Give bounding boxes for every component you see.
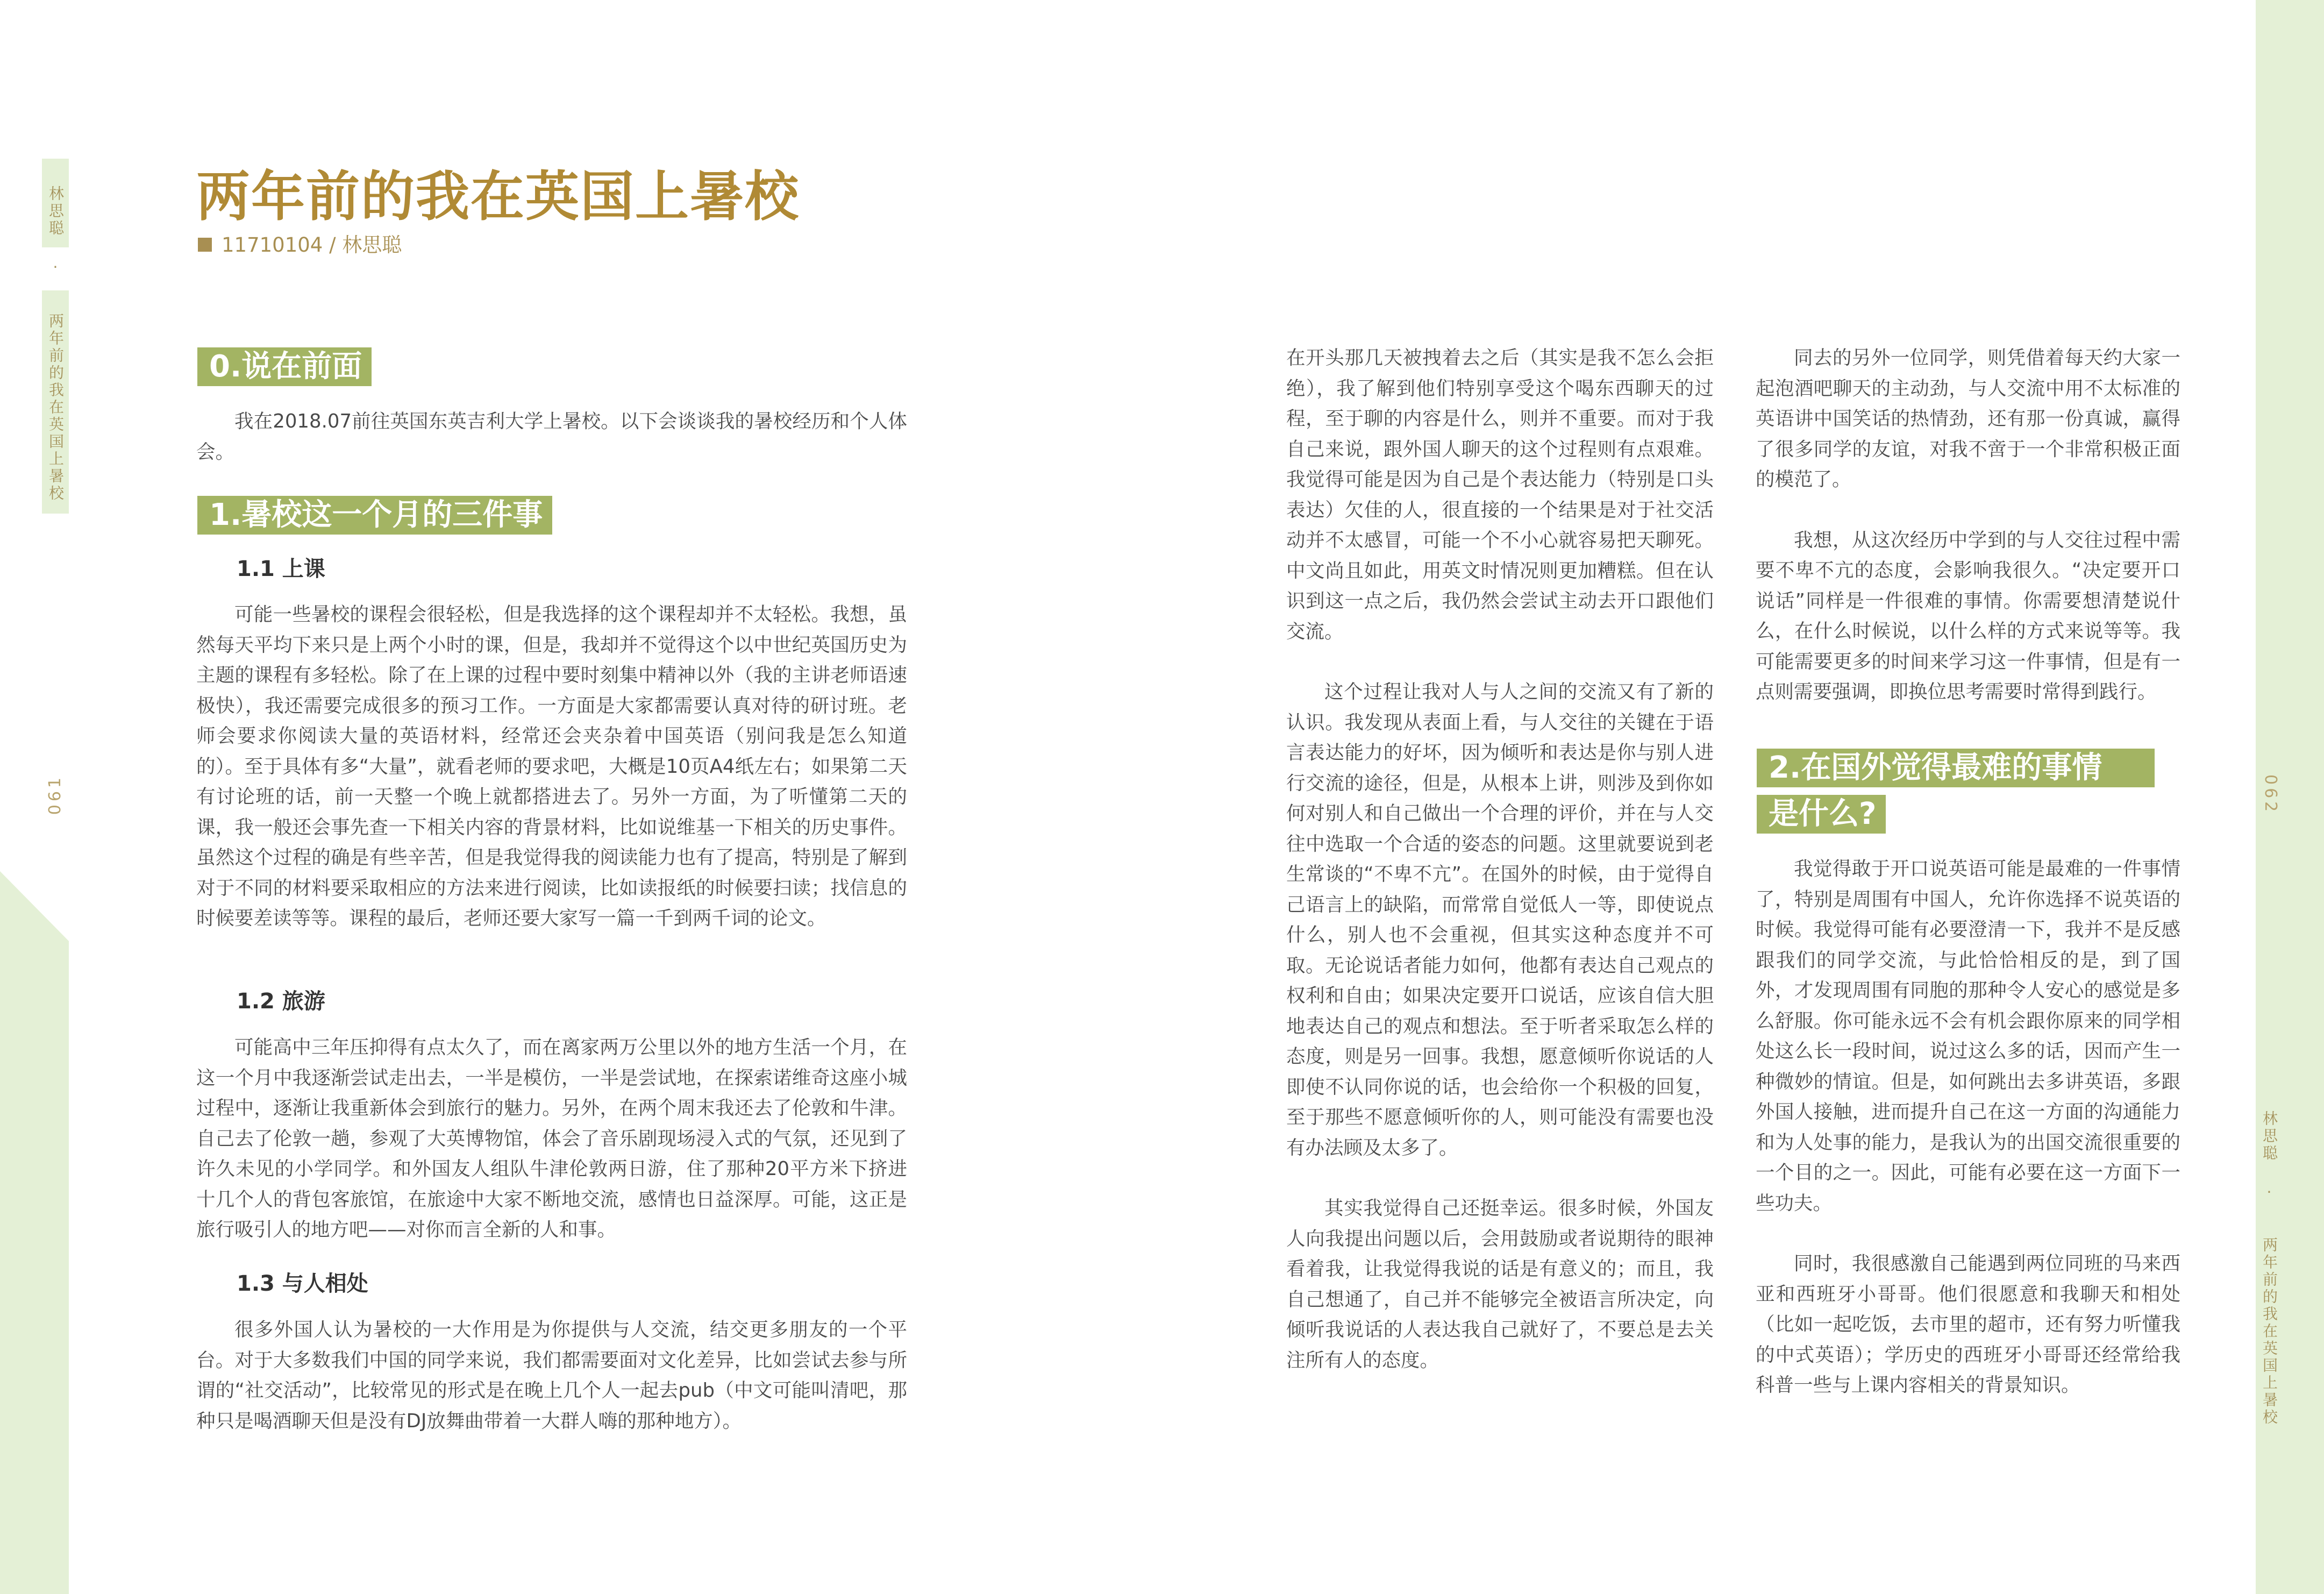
side-tab-article-title-right: 两年前的我在英国上暑校	[2256, 1214, 2283, 1438]
section-0-paragraph: 我在2018.07前往英国东英吉利大学上暑校。以下会谈谈我的暑校经历和个人体会。	[196, 410, 907, 463]
paragraph-people-6: 我想，从这次经历中学到的与人交往过程中需要不卑不亢的态度，会影响我很久。“决定要开口说话”同样是一件很难的事情。你需要想清楚说什么，在什么时候说，以什么样的方式来说等等。我可能需要更多的时间来学习这一件事情，但是有一点则需要强调，即换位思考需要时常得到践行。	[1756, 529, 2180, 703]
section-2-paragraph-1: 我觉得敢于开口说英语可能是最难的一件事情了，特别是周围有中国人，允许你选择不说英语的时候。我觉得可能有必要澄清一下，我并不是反感跟我们的同学交流，与此恰恰相反的是，到了国外，才发现周围有同胞的那种令人安心的感觉是多么舒服。你可能永远不会有机会跟你原来的同学相处这么长一段时间，说过这么多的话，因而产生一种微妙的情谊。但是，如何跳出去多讲英语，多跟外国人接触，进而提升自己在这一方面的沟通能力和为人处事的能力，是我认为的出国交流很重要的一个目的之一。因此，可能有必要在这一方面下一些功夫。	[1756, 858, 2180, 1214]
section-2-paragraph-2: 同时，我很感激自己能遇到两位同班的马来西亚和西班牙小哥哥。他们很愿意和我聊天和相处（比如一起吃饭，去市里的超市，还有努力听懂我的中式英语）；学历史的西班牙小哥哥还经常给我科普一些与上课内容相关的背景知识。	[1756, 1253, 2180, 1396]
subheading-1-3: 1.3 与人相处	[237, 1271, 368, 1296]
paragraph-people-3: 这个过程让我对人与人之间的交流又有了新的认识。我发现从表面上看，与人交往的关键在于语言表达能力的好坏，因为倾听和表达是你与别人进行交流的途径，但是，从根本上讲，则涉及到你如何对别人和自己做出一个合理的评价，并在与人交往中选取一个合适的姿态的问题。这里就要说到老生常谈的“不卑不亢”。在国外的时候，由于觉得自己语言上的缺陷，而常常自觉低人一等，即使说点什么，别人也不会重视，但其实这种态度并不可取。无论说话者能力如何，他都有表达自己观点的权利和自由；如果决定要开口说话，应该自信大胆地表达自己的观点和想法。至于听者采取怎么样的态度，则是另一回事。我想，愿意倾听你说话的人即使不认同你说的话，也会给你一个积极的回复，至于那些不愿意倾听你的人，则可能没有需要也没有办法顾及太多了。	[1286, 681, 1714, 1159]
byline	[198, 229, 402, 258]
column-3-lower	[1756, 854, 2180, 1431]
byline-text: 11710104 / 林思聪	[222, 233, 402, 257]
paragraph-travel: 可能高中三年压抑得有点太久了，而在离家两万公里以外的地方生活一个月，在这一个月中我逐渐尝试走出去，一半是模仿，一半是尝试地，在探索诺维奇这座小城过程中，逐渐让我重新体会到旅行的魅力。另外，在两个周末我还去了伦敦和牛津。自己去了伦敦一趟，参观了大英博物馆，体会了音乐剧现场浸入式的气氛，还见到了许久未见的小学同学。和外国友人组队牛津伦敦两日游，住了那种20平方米下挤进十几个人的背包客旅馆，在旅途中大家不断地交流，感情也日益深厚。可能，这正是旅行吸引人的地方吧——对你而言全新的人和事。	[196, 1036, 907, 1241]
section-heading-0: 0.说在前面	[197, 347, 372, 386]
section-heading-2-line2: 是什么?	[1757, 795, 1886, 834]
paragraph-class: 可能一些暑校的课程会很轻松，但是我选择的这个课程却并不太轻松。我想，虽然每天平均下来只是上两个小时的课，但是，我却并不觉得这个以中世纪英国历史为主题的课程有多轻松。除了在上课的过程中要时刻集中精神以外（我的主讲老师语速极快），我还需要完成很多的预习工作。一方面是大家都需要认真对待的研讨班。老师会要求你阅读大量的英语材料，经常还会夹杂着中国英语（别问我是怎么知道的）。至于具体有多“大量”，就看老师的要求吧，大概是10页A4纸左右；如果第二天有讨论班的话，前一天整一个晚上就都搭进去了。另外一方面，为了听懂第二天的课，我一般还会事先查一下相关内容的背景材料，比如说维基一下相关的历史事件。虽然这个过程的确是有些辛苦，但是我觉得我的阅读能力也有了提高，特别是了解到对于不同的材料要采取相应的方法来进行阅读，比如读报纸的时候要扫读；找信息的时候要差读等等。课程的最后，老师还要大家写一篇一千到两千词的论文。	[196, 603, 907, 929]
side-tab-article-title: 两年前的我在英国上暑校	[42, 290, 69, 514]
article-title: 两年前的我在英国上暑校	[196, 165, 800, 228]
paragraph-people-2: 在开头那几天被拽着去之后（其实是我不怎么会拒绝），我了解到他们特别享受这个喝东西聊天的过程，至于聊的内容是什么，则并不重要。而对于我自己来说，跟外国人聊天的这个过程则有点艰难。我觉得可能是因为自己是个表达能力（特别是口头表达）欠佳的人，很直接的一个结果是对于社交活动并不太感冒，可能一个不小心就容易把天聊死。中文尚且如此，用英文时情况则更加糟糕。但在认识到这一点之后，我仍然会尝试主动去开口跟他们交流。	[1286, 347, 1714, 643]
left-edge-band	[0, 871, 69, 1594]
paragraph-people-5: 同去的另外一位同学，则凭借着每天约大家一起泡酒吧聊天的主动劲，与人交流中用不太标准的英语讲中国笑话的热情劲，还有那一份真诚，赢得了很多同学的友谊，对我不啻于一个非常积极正面的模范了。	[1756, 347, 2180, 490]
page-number-left: 061	[46, 774, 65, 815]
section-heading-2-line1: 2.在国外觉得最难的事情	[1757, 749, 2155, 787]
subheading-1-2: 1.2 旅游	[237, 989, 325, 1014]
byline-square-icon	[198, 238, 212, 252]
column-3	[1756, 343, 2180, 738]
side-tab-author-right: 林思聪	[2256, 1084, 2283, 1172]
page-number-right: 062	[2261, 774, 2280, 815]
paragraph-people-4: 其实我觉得自己还挺幸运。很多时候，外国友人向我提出问题以后，会用鼓励或者说期待的眼神看着我，让我觉得我说的话是有意义的；而且，我自己想通了，自己并不能够完全被语言所决定，向倾听我说话的人表达我自己就好了，不要总是去关注所有人的态度。	[1286, 1197, 1714, 1371]
side-tab-dot: ·	[53, 258, 58, 276]
column-2	[1286, 343, 1714, 1406]
side-tab-dot-right: ·	[2266, 1183, 2272, 1201]
subheading-1-1: 1.1 上课	[237, 557, 325, 581]
side-tab-author: 林思聪	[42, 159, 69, 247]
section-heading-1: 1.暑校这一个月的三件事	[197, 496, 552, 535]
paragraph-people-1: 很多外国人认为暑校的一大作用是为你提供与人交流，结交更多朋友的一个平台。对于大多数我们中国的同学来说，我们都需要面对文化差异，比如尝试去参与所谓的“社交活动”，比较常见的形式是在晚上几个人一起去pub（中文可能叫清吧，那种只是喝酒聊天但是没有DJ放舞曲带着一大群人嗨的那种地方）。	[196, 1319, 907, 1432]
